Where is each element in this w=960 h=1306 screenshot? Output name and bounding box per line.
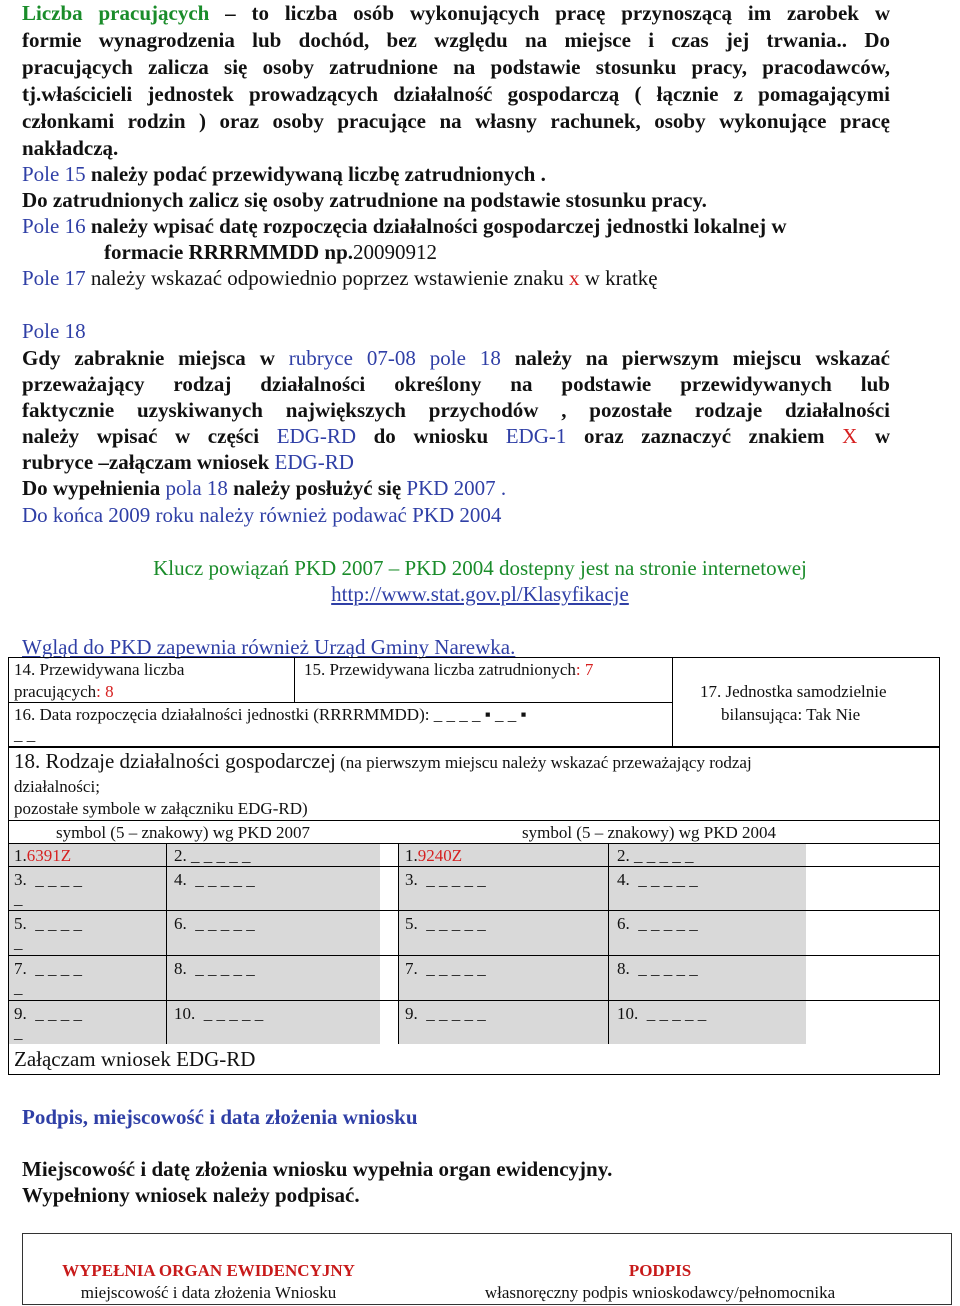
- pole15-note: [22, 161, 546, 187]
- pkd2007-field-3[interactable]: [14, 869, 82, 891]
- pkd2004-field-6[interactable]: 6. _ _ _ _ _: [617, 914, 698, 933]
- pole15-text: należy podać przewidywaną liczbę zatrudnionych .: [85, 162, 546, 186]
- pkd2007-field-6[interactable]: 6. _ _ _ _ _: [174, 914, 255, 933]
- field-14-label: 14. Przewidywana liczba: [14, 660, 185, 679]
- pkd2004-field-5[interactable]: [405, 913, 486, 935]
- pkd-num: 5.: [14, 914, 27, 933]
- divider: [166, 844, 167, 1044]
- pkd2007-field-5[interactable]: [14, 913, 82, 935]
- field-16[interactable]: [14, 704, 527, 726]
- pole18-line-3: faktycznie uzyskiwanych największych przychodów , pozostałe rodzaje działalności: [22, 398, 890, 422]
- pole18-text: w: [857, 424, 891, 448]
- intro-term: Liczba pracujących: [22, 1, 210, 25]
- divider: [608, 844, 609, 1044]
- pole18-pkd2004: podawać PKD 2004: [332, 503, 502, 527]
- pole18-x-mark: X: [842, 424, 858, 448]
- pkd-num: 1.: [405, 846, 418, 865]
- intro-line-6: nakładczą.: [22, 136, 119, 160]
- pkd-wrap: _: [14, 1023, 23, 1042]
- header-pkd2004: symbol (5 – znakowy) wg PKD 2004: [522, 823, 777, 842]
- pkd-blanks: _ _ _ _ _: [417, 959, 486, 978]
- field-16-continuation: _ _: [14, 725, 36, 744]
- klasyfikacje-link[interactable]: http://www.stat.gov.pl/Klasyfikacje: [331, 582, 629, 606]
- field-17-label: 17. Jednostka samodzielnie: [700, 682, 887, 701]
- pkd-num: 1.: [14, 846, 27, 865]
- pole16-format: [104, 239, 437, 265]
- pkd-wrap: _: [14, 933, 23, 952]
- pkd-blanks: _ _ _ _: [26, 1004, 82, 1023]
- field-17: [721, 704, 860, 726]
- pkd-num: 9.: [14, 1004, 27, 1023]
- divider: [8, 910, 940, 911]
- pole17-text: należy wskazać odpowiednio poprzez wstawienie znaku: [85, 266, 569, 290]
- pole16-label: Pole 16: [22, 214, 86, 238]
- miejscowosc-note: Miejscowość i datę złożenia wniosku wypełnia organ ewidencyjny.: [22, 1157, 613, 1181]
- pole17-text-end: w kratkę: [579, 266, 658, 290]
- pole18-ref: pola 18: [165, 476, 228, 500]
- pkd2004-field-1[interactable]: [405, 845, 462, 867]
- pole18-text: oraz zaznaczyć znakiem: [566, 424, 843, 448]
- pkd-blanks: _ _ _ _: [26, 870, 82, 889]
- footer-left-field[interactable]: miejscowość i data złożenia Wniosku: [80, 1283, 337, 1302]
- pole18-text: Do końca 2009 roku należy również: [22, 503, 333, 527]
- pole17-note: [22, 265, 658, 291]
- podpis-title: Podpis, miejscowość i data złożenia wniosku: [22, 1105, 418, 1129]
- divider: [672, 657, 673, 747]
- pole18-label: Pole 18: [22, 319, 86, 343]
- field-15-colon: :: [575, 660, 581, 679]
- pole18-line-7: [22, 502, 501, 528]
- pkd-wrap: _: [14, 889, 23, 908]
- divider: [294, 657, 295, 702]
- pkd-num: 9.: [405, 1004, 418, 1023]
- pole18-ref: pole 18: [415, 346, 501, 370]
- field-14-label-2: pracujących: [14, 682, 97, 701]
- pole18-text: rubryce –załączam wniosek: [22, 450, 275, 474]
- divider: [8, 1000, 940, 1001]
- klucz-note: Klucz powiązań PKD 2007 – PKD 2004 dostepny jest na stronie internetowej: [153, 556, 807, 580]
- pole18-line-6: [22, 475, 506, 501]
- pkd-num: 7.: [14, 959, 27, 978]
- divider: [398, 844, 399, 1044]
- intro-line-3: pracujących zalicza się osoby zatrudnione na podstawie stosunku pracy, pracodawców,: [22, 55, 890, 79]
- pole18-text: do wniosku: [356, 424, 506, 448]
- pole17-label: Pole 17: [22, 266, 86, 290]
- field-18-note: (na pierwszym miejscu należy wskazać przeważający rodzaj: [335, 753, 752, 772]
- field-18-title-text: 18. Rodzaje działalności gospodarczej: [14, 749, 336, 773]
- pkd2007-field-4[interactable]: 4. _ _ _ _ _: [174, 870, 255, 889]
- divider: [8, 955, 940, 956]
- pkd-num: 5.: [405, 914, 418, 933]
- pkd-blanks: _ _ _ _ _: [417, 870, 486, 889]
- wglad-note: Wgląd do PKD zapewnia również Urząd Gminy Narewka.: [22, 635, 516, 659]
- intro-line-1: [22, 0, 890, 26]
- pkd2007-field-10[interactable]: 10. _ _ _ _ _: [174, 1004, 264, 1023]
- pkd2007-field-2[interactable]: 2. _ _ _ _ _: [174, 846, 251, 865]
- signature-field[interactable]: własnoręczny podpis wnioskodawcy/pełnomocnika: [484, 1283, 836, 1302]
- field-18-title: [14, 750, 752, 774]
- podpisac-note: Wypełniony wniosek należy podpisać.: [22, 1183, 360, 1207]
- zalaczam-checkbox[interactable]: Załączam wniosek EDG-RD: [14, 1047, 256, 1071]
- field-16-label: 16. Data rozpoczęcia działalności jednostki (RRRRMMDD):: [14, 705, 430, 724]
- pkd-blanks: _ _ _ _ _: [417, 914, 486, 933]
- pole18-edgrd: EDG-RD: [274, 450, 354, 474]
- field-17-label-2: bilansująca:: [721, 705, 803, 724]
- pkd-num: 7.: [405, 959, 418, 978]
- pole17-mark: x: [568, 266, 580, 290]
- pole18-pkd2007: PKD 2007 .: [406, 476, 507, 500]
- pole18-text: Do wypełnienia: [22, 476, 166, 500]
- pkd2007-field-8[interactable]: 8. _ _ _ _ _: [174, 959, 255, 978]
- pkd2004-field-2[interactable]: 2. _ _ _ _ _: [617, 846, 694, 865]
- pkd2004-field-4[interactable]: 4. _ _ _ _ _: [617, 870, 698, 889]
- pole18-line-1: [22, 345, 890, 371]
- intro-line-2: formie wynagrodzenia lub dochód, bez względu na miejsce i czas jej trwania.. Do: [22, 28, 890, 52]
- pole18-text: należy wpisać w części: [22, 424, 277, 448]
- field-14-value: 8: [100, 682, 114, 701]
- field-14[interactable]: [14, 681, 114, 703]
- pkd2007-field-9[interactable]: [14, 1003, 82, 1025]
- pkd2004-field-9[interactable]: [405, 1003, 486, 1025]
- pkd-blanks: _ _ _ _ _: [417, 1004, 486, 1023]
- pole15-label: Pole 15: [22, 162, 86, 186]
- divider: [8, 866, 940, 867]
- field-14-colon: :: [96, 682, 101, 701]
- pole18-text: należy na pierwszym miejscu wskazać: [500, 346, 890, 370]
- pkd-num: 3.: [14, 870, 27, 889]
- field-15[interactable]: [304, 659, 593, 681]
- pkd2004-value-1: 9240Z: [417, 846, 463, 865]
- pole16-note: [22, 213, 787, 239]
- pole18-line-5: [22, 449, 354, 475]
- field-15-label: 15. Przewidywana liczba zatrudnionych: [304, 660, 576, 679]
- divider: [8, 820, 940, 821]
- intro-text: – to liczba osób wykonujących pracę przynoszącą im zarobek w: [209, 1, 890, 25]
- zatrudnieni-note: Do zatrudnionych zalicz się osoby zatrudnione na podstawie stosunku pracy.: [22, 188, 707, 212]
- pkd2007-value-1: 6391Z: [26, 846, 72, 865]
- field-18-note-3: pozostałe symbole w załączniku EDG-RD): [14, 799, 308, 818]
- pole18-text: należy posłużyć się: [227, 476, 407, 500]
- intro-line-5: członkami rodzin ) oraz osoby pracujące na własny rachunek, osoby wykonujące pracę: [22, 109, 890, 133]
- pkd2004-field-8[interactable]: 8. _ _ _ _ _: [617, 959, 698, 978]
- pkd2004-field-3[interactable]: [405, 869, 486, 891]
- field-17-nie[interactable]: Nie: [835, 705, 861, 724]
- pkd2007-field-1[interactable]: [14, 845, 71, 867]
- field-16-blanks: _ _ _ _ ▪ _ _ ▪: [433, 705, 527, 724]
- pkd2004-field-7[interactable]: [405, 958, 486, 980]
- pole16-format-text: formacie RRRRMMDD np.: [104, 240, 354, 264]
- intro-line-4: tj.właścicieli jednostek prowadzących działalność gospodarczą ( łącznie z pomagającymi: [22, 82, 890, 106]
- pole18-edgrd: EDG-RD: [276, 424, 357, 448]
- footer-left-title: WYPEŁNIA ORGAN EWIDENCYJNY: [62, 1261, 355, 1280]
- pole18-rubryka: rubryce 07-08: [288, 346, 416, 370]
- pkd-blanks: _ _ _ _: [26, 959, 82, 978]
- pkd-num: 3.: [405, 870, 418, 889]
- pkd2004-field-10[interactable]: 10. _ _ _ _ _: [617, 1004, 707, 1023]
- pkd2007-field-7[interactable]: [14, 958, 82, 980]
- field-17-tak[interactable]: Tak: [806, 705, 832, 724]
- pole18-text: Gdy zabraknie miejsca w: [22, 346, 289, 370]
- footer-right-title: PODPIS: [628, 1261, 692, 1280]
- pole16-text: należy wpisać datę rozpoczęcia działalności gospodarczej jednostki lokalnej w: [85, 214, 787, 238]
- pole18-edg1: EDG-1: [505, 424, 567, 448]
- pole18-line-2: przeważający rodzaj działalności określony na podstawie przewidywanych lub: [22, 372, 890, 396]
- pole18-line-4: [22, 423, 890, 449]
- field-15-value: 7: [580, 660, 594, 679]
- header-pkd2007: symbol (5 – znakowy) wg PKD 2007: [56, 823, 311, 842]
- field-18-note-2: działalności;: [14, 777, 100, 796]
- pkd-blanks: _ _ _ _: [26, 914, 82, 933]
- pole16-example: 20090912: [353, 240, 438, 264]
- pkd-wrap: _: [14, 978, 23, 997]
